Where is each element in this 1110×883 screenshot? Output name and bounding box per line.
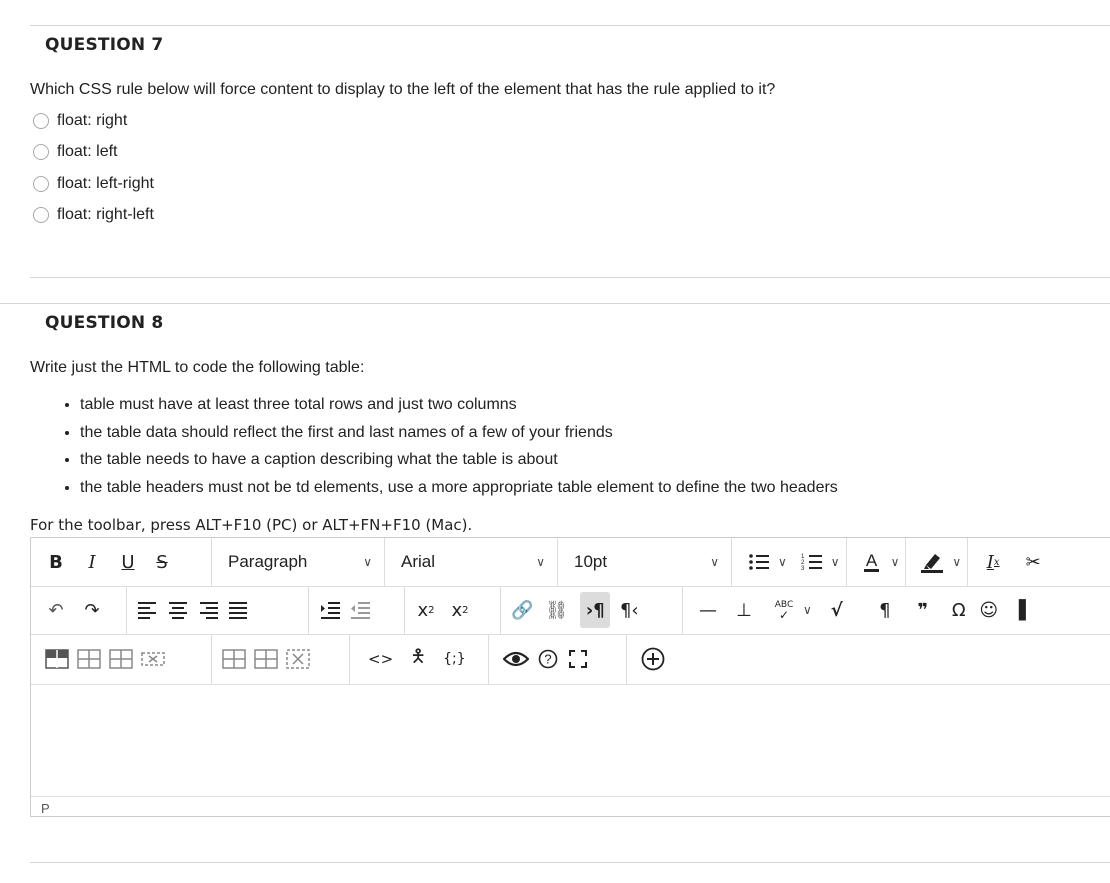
subscript-button[interactable]: x 2 [451,599,469,621]
chevron-down-icon: ∨ [536,555,545,569]
html-code-button[interactable]: {;} [443,651,466,667]
question-7-title: QUESTION 7 [45,35,164,55]
divider-q7-end [30,277,1110,278]
list-item: • the table headers must not be td elements, use a more appropriate table element to define the two headers [80,477,838,505]
bullet-list-button[interactable] [744,544,774,580]
outdent-icon[interactable] [345,592,375,628]
divider-bottom [30,862,1110,863]
clear-formatting-button[interactable]: I x [986,551,1000,573]
fullscreen-icon[interactable] [563,641,593,677]
alignment-group [127,586,309,634]
list-item: • the table needs to have a caption describing what the table is about [80,449,838,477]
add-content-icon[interactable] [637,641,669,677]
radio-button[interactable] [33,113,49,129]
radio-button[interactable] [33,176,49,192]
block-format-value: Paragraph [228,552,308,571]
spellcheck-button[interactable] [769,592,799,628]
delete-column-icon[interactable] [282,641,314,677]
svg-text:?: ? [544,651,552,667]
insert-group [683,586,1040,634]
rtl-direction-button[interactable]: ¶‹ [619,599,639,621]
code-group [350,634,489,684]
question-8-title: QUESTION 8 [45,313,164,333]
list-item: • the table data should reflect the first and last names of a few of your friends [80,422,838,450]
block-format-select[interactable] [212,538,385,586]
numbered-list-button[interactable] [797,544,827,580]
font-size-select[interactable] [558,538,732,586]
rich-text-editor [30,537,1110,817]
divider-top [30,25,1110,26]
chevron-down-icon[interactable]: ∨ [952,555,962,569]
chevron-down-icon: ∨ [363,555,372,569]
toolbar-row-3 [31,634,1110,685]
indent-icon[interactable] [315,592,345,628]
add-content-group [627,634,675,684]
unlink-icon[interactable]: ⛓ [545,599,569,621]
bullet-list-icon [748,553,770,571]
highlight-color-button[interactable] [916,544,948,580]
ltr-direction-button[interactable]: ›¶ [580,592,610,628]
toolbar-hint: For the toolbar, press ALT+F10 (PC) or ALT+FN+F10 (Mac). [30,516,473,534]
align-justify-icon[interactable] [223,592,253,628]
text-color-icon: A [865,551,878,570]
chevron-down-icon[interactable]: ∨ [830,555,840,569]
radio-button[interactable] [33,144,49,160]
more-icon[interactable]: ▐ [1011,599,1026,621]
answer-option-4[interactable] [33,205,154,225]
underline-button[interactable]: U [121,551,135,573]
pilcrow-button[interactable]: ¶ [879,599,891,621]
divider-q8-start [0,303,1110,304]
align-center-icon[interactable] [163,592,193,628]
redo-icon[interactable]: ↷ [84,599,100,621]
answer-option-2[interactable] [33,142,117,162]
text-color-button[interactable] [857,544,887,580]
highlighter-icon [920,551,944,573]
list-group [732,538,847,586]
answer-option-1[interactable] [33,111,127,131]
editor-content-area[interactable] [31,684,1110,796]
strikethrough-button[interactable]: S [156,551,168,573]
view-group [489,634,627,684]
history-group [31,586,127,634]
svg-text:3: 3 [800,566,805,571]
help-icon[interactable] [533,641,563,677]
table-group [31,634,212,684]
option-label: float: right-left [57,206,154,223]
insert-file-icon[interactable]: ⊥ [736,599,752,621]
check-icon: ✓ [778,608,790,622]
link-icon[interactable]: 🔗 [511,599,534,621]
special-character-button[interactable]: Ω [951,599,966,621]
answer-option-3[interactable] [33,174,154,194]
question-7-prompt: Which CSS rule below will force content to display to the left of the element that has the rule applied to it? [30,81,776,98]
option-label: float: right [57,112,128,129]
chevron-down-icon: ∨ [710,555,719,569]
link-group [501,586,683,634]
undo-icon[interactable]: ↶ [48,599,64,621]
format-group [31,538,212,586]
align-right-icon[interactable] [193,592,223,628]
spellcheck-label: ABC [774,600,794,610]
option-label: float: left [57,143,118,160]
font-size-value: 10pt [574,552,608,571]
bold-button[interactable]: B [49,551,63,573]
chevron-down-icon[interactable]: ∨ [803,603,812,617]
insert-column-after-icon[interactable] [250,641,282,677]
font-family-value: Arial [401,552,436,571]
font-family-select[interactable] [385,538,558,586]
status-bar [31,796,1110,818]
math-equation-icon[interactable]: √ [830,599,843,621]
numbered-list-icon [801,553,823,571]
insert-row-after-icon[interactable] [105,641,137,677]
toolbar-row-2 [31,586,1110,635]
question-8-prompt: Write just the HTML to code the following table: [30,359,365,376]
code-view-button[interactable]: <> [368,650,394,668]
clear-format-group [968,538,1054,586]
insert-column-before-icon[interactable] [218,641,250,677]
align-left-icon[interactable] [133,592,163,628]
emoji-icon[interactable]: ☺ [979,599,999,621]
indent-group [309,586,405,634]
accessibility-icon[interactable]: 🯅 [410,646,427,667]
highlight-group [906,538,968,586]
script-group [405,586,501,634]
svg-text:2: 2 [800,560,805,566]
superscript-button[interactable]: x 2 [417,599,435,621]
list-item: • table must have at least three total rows and just two columns [80,394,838,422]
cut-icon[interactable]: ✂ [1025,551,1041,573]
preview-eye-icon[interactable] [499,641,533,677]
option-label: float: left-right [57,175,154,192]
svg-text:1: 1 [800,554,805,560]
element-path: P [41,801,50,816]
chevron-down-icon[interactable]: ∨ [778,555,787,569]
radio-button[interactable] [33,207,49,223]
text-color-group [847,538,907,586]
table-column-group [212,634,350,684]
table-icon[interactable] [41,641,73,677]
insert-row-before-icon[interactable] [73,641,105,677]
chevron-down-icon[interactable]: ∨ [890,555,900,569]
blockquote-button[interactable]: ❞ [917,599,929,621]
toolbar-row-1 [31,538,1110,587]
horizontal-line-icon[interactable]: — [699,599,717,621]
delete-row-icon[interactable] [137,641,169,677]
requirements-list [50,394,838,504]
italic-button[interactable]: I [88,551,96,573]
